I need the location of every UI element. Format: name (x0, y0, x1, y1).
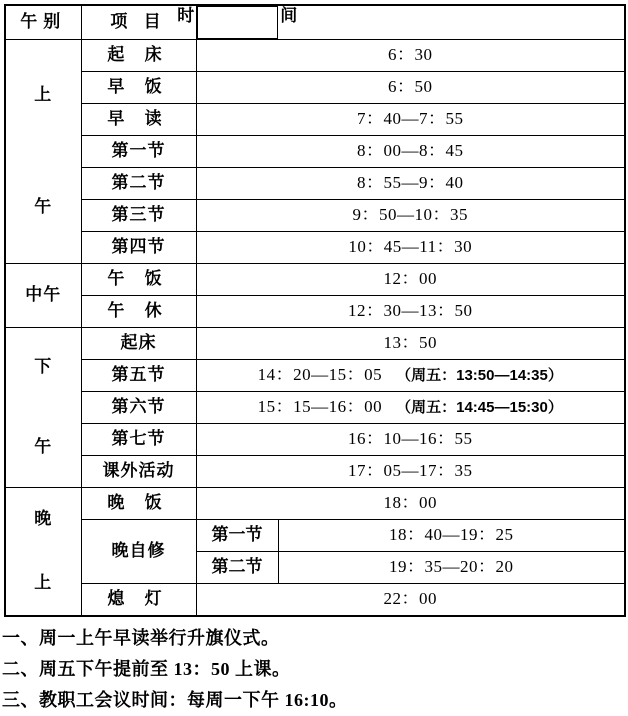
footer-note: 二、周五下午提前至 13：50 上课。 (2, 658, 291, 679)
time-cell: 18：40—19：25 (278, 520, 625, 552)
footer-note: 三、教职工会议时间：每周一下午 16:10。 (2, 689, 348, 710)
friday-note: （周五：14:45—15:30） (396, 399, 563, 417)
header-time (177, 6, 298, 39)
sub-item-cell: 第二节 (196, 552, 278, 584)
table-row (5, 72, 625, 104)
table-row (5, 40, 625, 72)
period-char: 晚 (34, 509, 53, 529)
time-cell: 16：10—16：55 (196, 424, 625, 456)
friday-note: （周五：13:50—14:35） (396, 367, 563, 385)
item-cell: 午 休 (81, 296, 196, 328)
table-header-row (5, 5, 625, 40)
item-cell: 第六节 (81, 392, 196, 424)
period-char: 午 (34, 436, 53, 456)
time-cell (196, 360, 625, 392)
footer-note: 一、周一上午早读举行升旗仪式。 (2, 628, 280, 648)
time-cell: 7：40—7：55 (196, 104, 625, 136)
time-cell: 9：50—10：35 (196, 200, 625, 232)
period-char: 下 (34, 357, 53, 377)
time-value: 15：15—16：00 (257, 397, 383, 417)
item-cell: 起床 (81, 328, 196, 360)
item-cell: 第一节 (81, 136, 196, 168)
table-row (5, 168, 625, 200)
item-cell: 第二节 (81, 168, 196, 200)
header-time-right: 间 (280, 6, 298, 25)
item-cell: 熄 灯 (81, 584, 196, 617)
time-cell: 8：55—9：40 (196, 168, 625, 200)
time-cell: 6：30 (196, 40, 625, 72)
table-row (5, 264, 625, 296)
footer-notes (2, 623, 628, 716)
sub-item-cell: 第一节 (196, 520, 278, 552)
time-cell: 22：00 (196, 584, 625, 617)
item-cell: 午 饭 (81, 264, 196, 296)
table-row (5, 520, 625, 552)
period-char: 中午 (25, 285, 62, 305)
header-period: 午别 (5, 5, 81, 40)
table-row (5, 200, 625, 232)
table-row (5, 328, 625, 360)
time-cell: 13：50 (196, 328, 625, 360)
time-cell: 18：00 (196, 488, 625, 520)
item-cell: 起 床 (81, 40, 196, 72)
item-cell: 早 饭 (81, 72, 196, 104)
period-cell-noon (5, 264, 81, 328)
period-char: 上 (34, 85, 53, 105)
schedule-table (4, 4, 626, 617)
period-char: 上 (34, 572, 53, 592)
time-cell: 19：35—20：20 (278, 552, 625, 584)
period-cell-evening (5, 488, 81, 617)
table-row (5, 392, 625, 424)
time-cell: 17：05—17：35 (196, 456, 625, 488)
time-cell: 10：45—11：30 (196, 232, 625, 264)
period-cell-morning (5, 40, 81, 264)
table-row (5, 136, 625, 168)
period-char: 午 (34, 196, 53, 216)
header-item: 项 目 (81, 5, 196, 40)
time-cell: 8：00—8：45 (196, 136, 625, 168)
time-value: 14：20—15：05 (257, 365, 383, 385)
item-cell: 第三节 (81, 200, 196, 232)
period-cell-afternoon (5, 328, 81, 488)
table-row (5, 360, 625, 392)
item-cell-self-study: 晚自修 (81, 520, 196, 584)
item-cell: 晚 饭 (81, 488, 196, 520)
item-cell: 课外活动 (81, 456, 196, 488)
table-row (5, 104, 625, 136)
header-time-left: 时 (177, 6, 195, 25)
schedule-page (0, 4, 628, 710)
time-cell: 12：00 (196, 264, 625, 296)
item-cell: 早 读 (81, 104, 196, 136)
table-row (5, 296, 625, 328)
item-cell: 第七节 (81, 424, 196, 456)
table-row (5, 232, 625, 264)
table-row (5, 488, 625, 520)
time-cell: 6：50 (196, 72, 625, 104)
time-cell: 12：30—13：50 (196, 296, 625, 328)
table-row (5, 424, 625, 456)
item-cell: 第五节 (81, 360, 196, 392)
time-cell (196, 392, 625, 424)
item-cell: 第四节 (81, 232, 196, 264)
table-row (5, 584, 625, 617)
table-row (5, 456, 625, 488)
